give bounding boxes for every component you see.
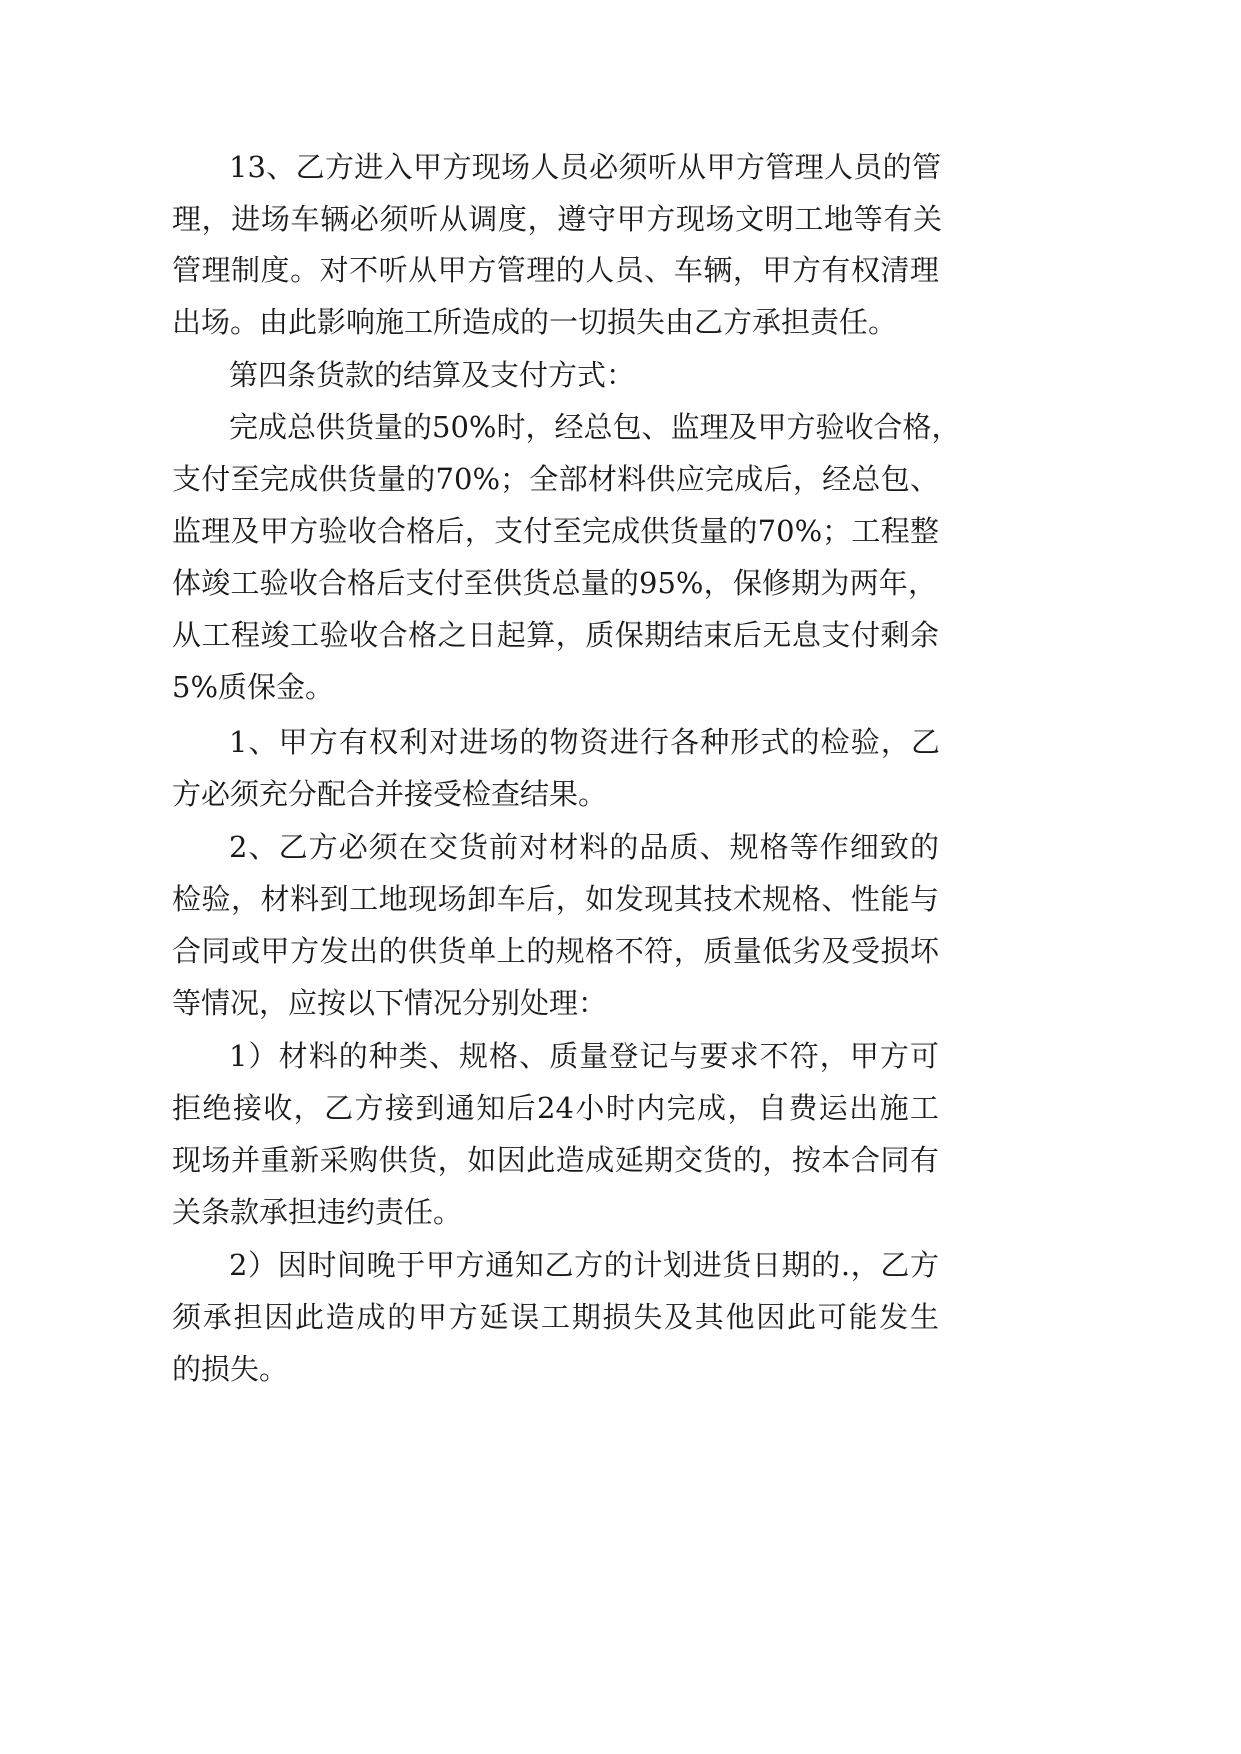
section-heading: 第四条货款的结算及支付方式： [229,358,636,392]
text-line: 2、乙方必须在交货前对材料的品质、规格等作细致的 [229,830,939,864]
text-line: 合同或甲方发出的供货单上的规格不符，质量低劣及受损坏 [172,934,939,968]
text-line: 体竣工验收合格后支付至供货总量的95%，保修期为两年， [172,566,937,600]
text-line: 现场并重新采购供货，如因此造成延期交货的，按本合同有 [172,1143,939,1177]
text-line: 1）材料的种类、规格、质量登记与要求不符，甲方可 [229,1039,939,1073]
text-line: 须承担因此造成的甲方延误工期损失及其他因此可能发生 [172,1300,939,1334]
text-line: 监理及甲方验收合格后，支付至完成供货量的70%；工程整 [172,514,939,548]
text-line: 等情况，应按以下情况分别处理： [172,986,608,1020]
text-line: 2）因时间晚于甲方通知乙方的计划进货日期的.，乙方 [229,1248,939,1282]
text-line: 1、甲方有权利对进场的物资进行各种形式的检验，乙 [229,725,940,759]
text-line: 出场。由此影响施工所造成的一切损失由乙方承担责任。 [172,305,898,339]
text-line: 从工程竣工验收合格之日起算，质保期结束后无息支付剩余 [172,618,939,652]
text-line: 理，进场车辆必须听从调度，遵守甲方现场文明工地等有关 [172,202,942,236]
text-line: 拒绝接收，乙方接到通知后24小时内完成，自费运出施工 [172,1091,939,1125]
text-line: 的损失。 [172,1352,289,1386]
text-line: 支付至完成供货量的70%；全部材料供应完成后，经总包、 [172,462,939,496]
text-line: 完成总供货量的50%时，经总包、监理及甲方验收合格， [229,410,961,444]
text-line: 管理制度。对不听从甲方管理的人员、车辆，甲方有权清理 [172,253,939,287]
text-line: 关条款承担违约责任。 [172,1195,463,1229]
text-line: 13、乙方进入甲方现场人员必须听从甲方管理人员的管 [229,150,941,184]
text-line: 检验，材料到工地现场卸车后，如发现其技术规格、性能与 [172,882,939,916]
text-line: 方必须充分配合并接受检查结果。 [172,777,608,811]
text-line: 5%质保金。 [172,670,335,704]
